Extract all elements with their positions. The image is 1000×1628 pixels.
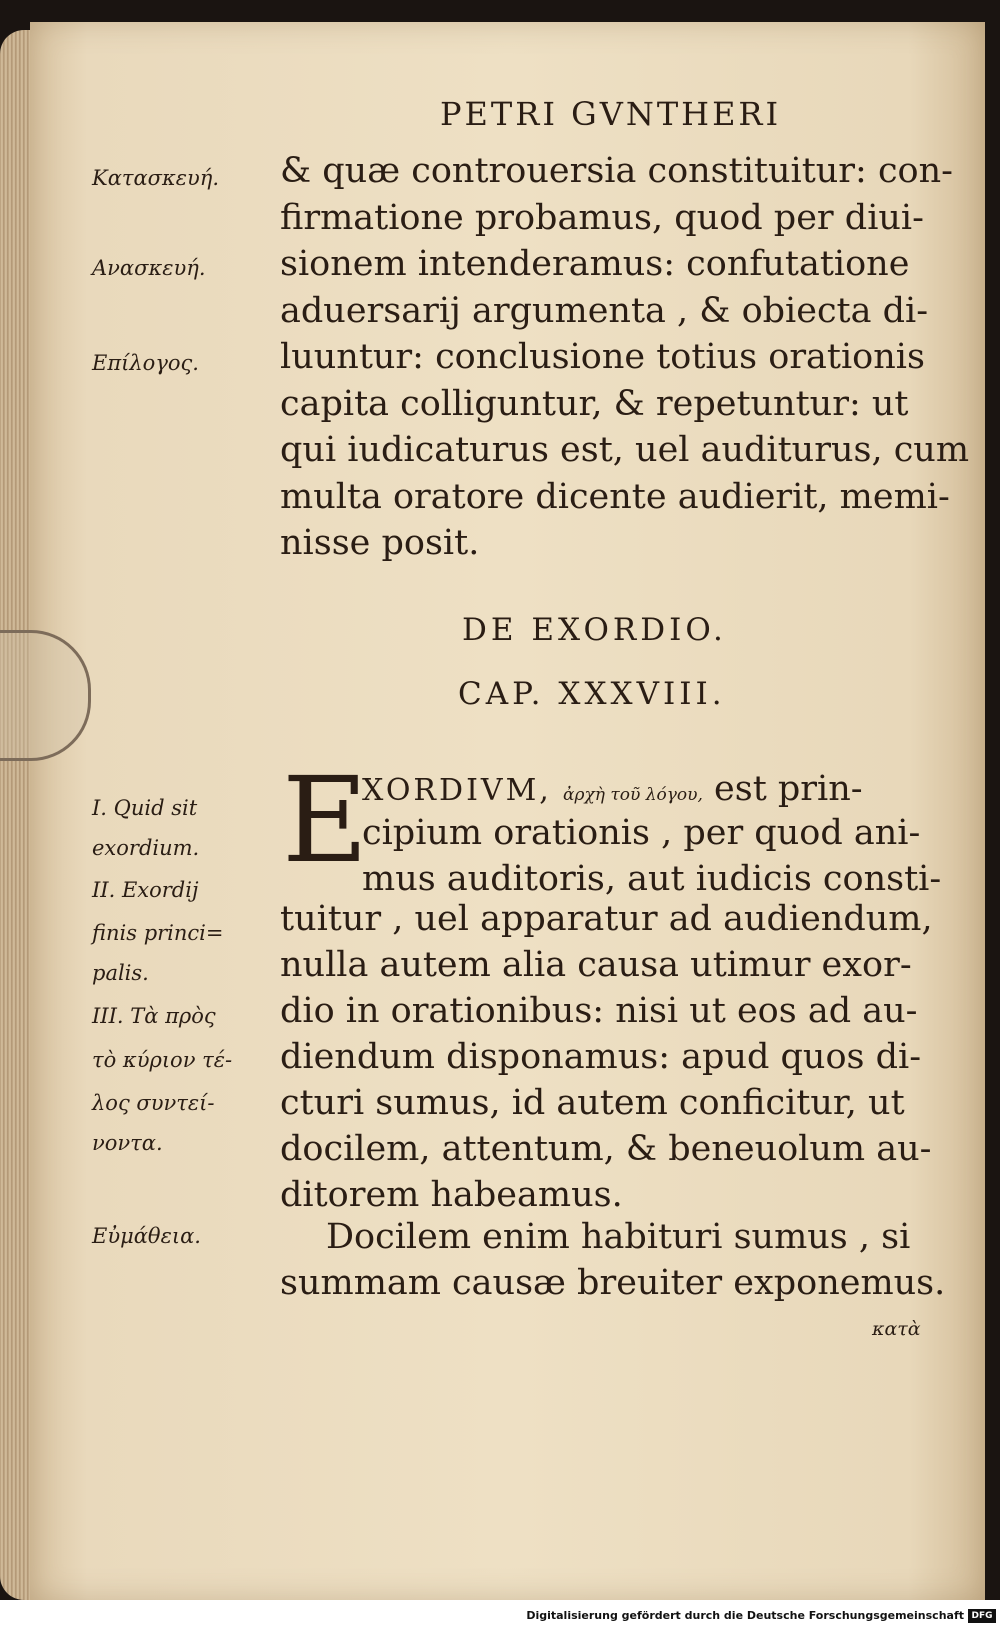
first-line-rest: est prin- (714, 769, 863, 809)
text-line: firmatione probamus, quod per diui- (280, 197, 924, 238)
drop-cap: E (282, 751, 369, 889)
margin-note: Επίλογος. (92, 351, 199, 375)
margin-note: I. Quid sit (92, 796, 198, 820)
margin-note: Εὐμάθεια. (92, 1224, 201, 1248)
chapter-title: DE EXORDIO. (462, 612, 727, 648)
margin-note: λος συντεί- (92, 1091, 215, 1115)
text-line: nulla autem alia causa utimur exor- (280, 945, 912, 985)
text-line: diendum disponamus: apud quos di- (280, 1037, 922, 1077)
margin-note: finis princi= (92, 921, 224, 945)
text-line: sionem intenderamus: confutatione (280, 244, 910, 284)
dfg-logo: DFG (968, 1609, 996, 1623)
text-line: Docilem enim habituri sumus , si (326, 1217, 911, 1257)
text-line: qui iudicaturus est, uel auditurus, cum (280, 430, 970, 470)
running-head: PETRI GVNTHERI (440, 95, 782, 133)
catchword: κατὰ (872, 1318, 921, 1340)
text-line: dio in orationibus: nisi ut eos ad au- (280, 991, 918, 1031)
footer-bar (0, 1600, 1000, 1628)
text-line: ditorem habeamus. (280, 1175, 623, 1215)
text-line: tuitur , uel apparatur ad audiendum, (280, 899, 933, 939)
margin-note: τὸ κύριον τέ- (92, 1048, 233, 1072)
margin-note: III. Τὰ πρὸς (92, 1004, 216, 1028)
margin-note: νοντα. (92, 1131, 163, 1155)
chapter-number: CAP. XXXVIII. (458, 676, 726, 712)
text-line: capita colliguntur, & repetuntur: ut (280, 383, 909, 424)
margin-note: II. Exordij (92, 878, 199, 902)
margin-note: Ανασκευή. (92, 256, 206, 280)
margin-note: exordium. (92, 836, 200, 860)
text-line: mus auditoris, aut iudicis consti- (362, 859, 942, 899)
first-line-greek: ἀρχὴ τοῦ λόγου, (562, 785, 703, 805)
text-line: summam causæ breuiter exponemus. (280, 1263, 946, 1303)
text-line: aduersarij argumenta , & obiecta di- (280, 290, 929, 331)
text-line: cturi sumus, id autem conficitur, ut (280, 1083, 905, 1123)
margin-note: Κατασκευή. (92, 166, 220, 190)
text-line: docilem, attentum, & beneuolum au- (280, 1129, 932, 1169)
text-line: & quæ controuersia constituitur: con- (280, 151, 953, 191)
text-line: luuntur: conclusione totius orationis (280, 337, 925, 377)
text-line: cipium orationis , per quod ani- (362, 813, 921, 853)
first-line-caps: XORDIVM, (362, 773, 552, 808)
text-line: nisse posit. (280, 523, 480, 563)
text-line: multa oratore dicente audierit, memi- (280, 476, 950, 517)
footer-credit: Digitalisierung gefördert durch die Deutsche Forschungsgemeinschaft (526, 1609, 964, 1622)
margin-note: palis. (92, 961, 149, 985)
